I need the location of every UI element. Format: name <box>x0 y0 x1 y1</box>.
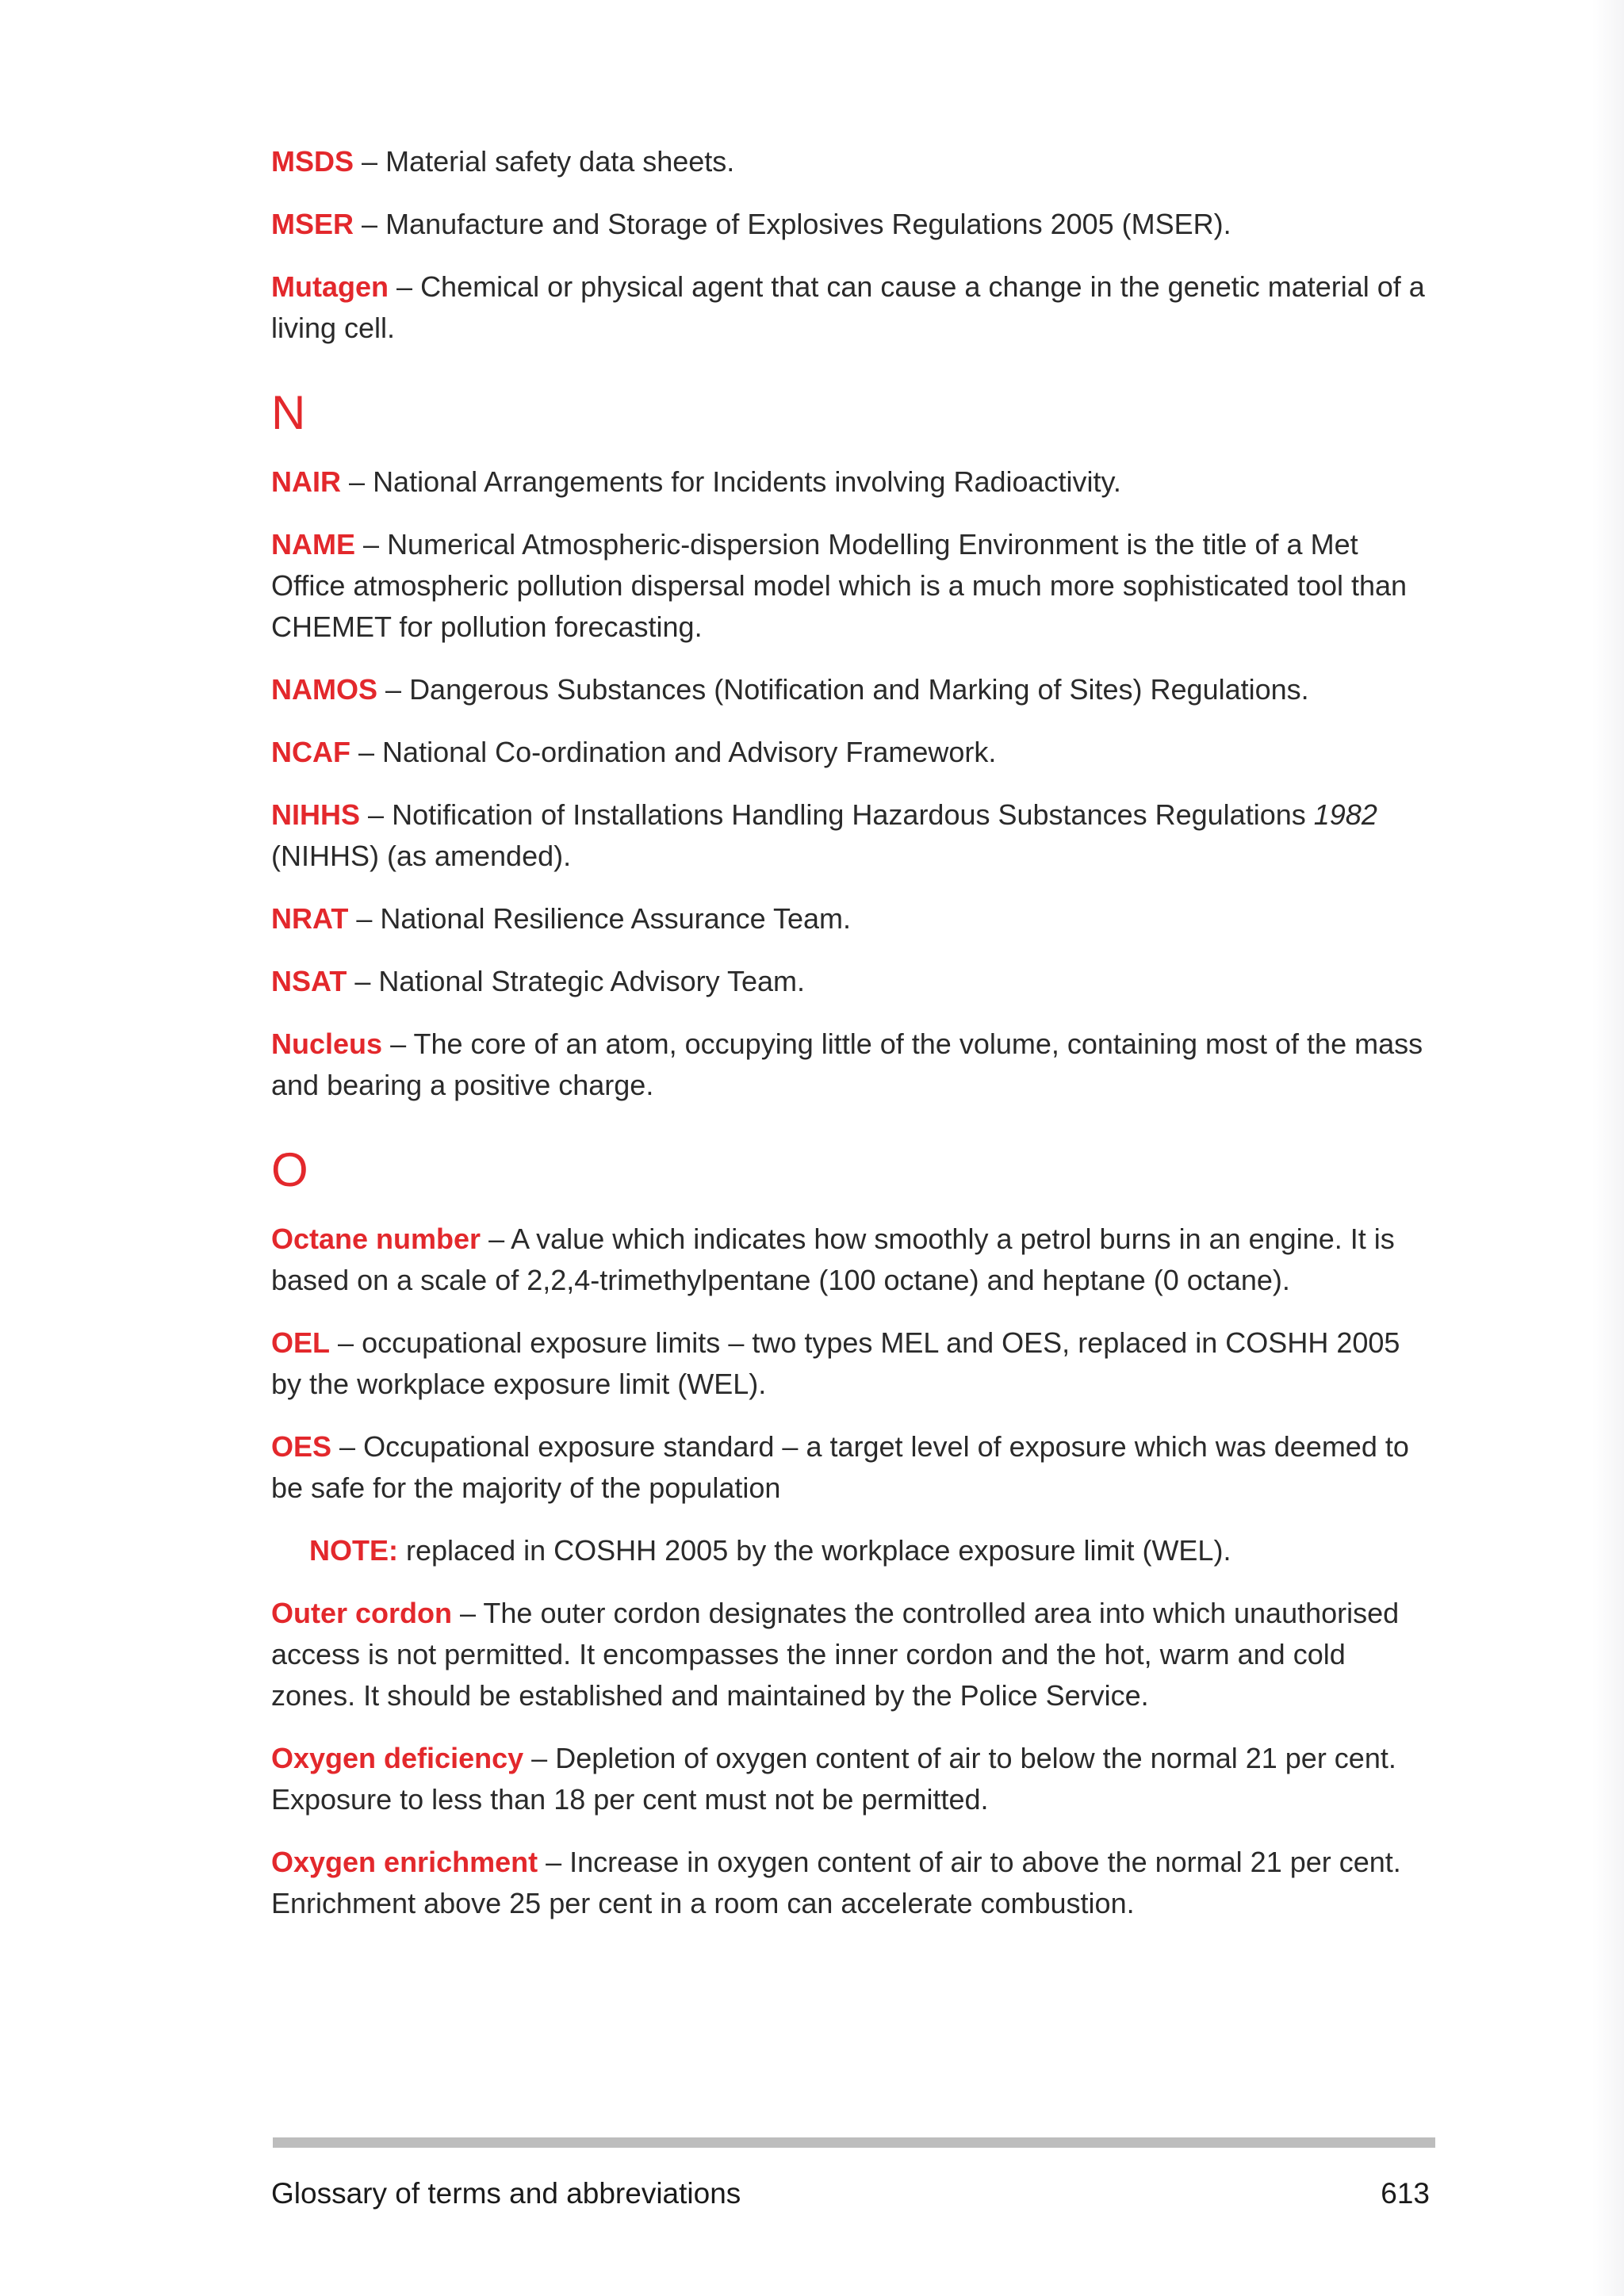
glossary-term: NIHHS <box>271 798 361 831</box>
glossary-content <box>271 141 1437 1946</box>
glossary-term: OES <box>271 1430 332 1463</box>
glossary-definition: The core of an atom, occupying little of the volume, containing most of the mass and bearing a positive charge. <box>271 1027 1423 1101</box>
glossary-definition-italic: 1982 <box>1313 798 1377 831</box>
glossary-term: NAIR <box>271 465 341 498</box>
glossary-entry-octane-number: Octane number – A value which indicates how smoothly a petrol burns in an engine. It is based on a scale of 2,2,4-trimethylpentane (100 octane) and heptane (0 octane). <box>271 1223 1395 1296</box>
glossary-term: NSAT <box>271 965 347 997</box>
glossary-definition: Depletion of oxygen content of air to below the normal 21 per cent. Exposure to less than 18 per cent must not be permitted. <box>271 1742 1396 1816</box>
note-label: NOTE: <box>309 1534 398 1567</box>
glossary-term: NAMOS <box>271 673 377 706</box>
glossary-entry-oxygen-deficiency: Oxygen deficiency – Depletion of oxygen content of air to below the normal 21 per cent. Exposure to less than 18 per cent must not be permitted. <box>271 1742 1396 1816</box>
glossary-term: OEL <box>271 1326 331 1359</box>
glossary-term: NCAF <box>271 736 350 768</box>
page-edge-shadow <box>1592 0 1624 2296</box>
glossary-definition: Manufacture and Storage of Explosives Regulations 2005 (MSER). <box>385 208 1231 240</box>
page-number: 613 <box>1381 2177 1430 2210</box>
section-heading-n: N <box>271 386 306 439</box>
glossary-term: Octane number <box>271 1223 481 1255</box>
glossary-entry-nihhs: NIHHS – Notification of Installations Handling Hazardous Substances Regulations 1982 (NIHHS) (as amended). <box>271 798 1377 872</box>
glossary-term: NRAT <box>271 902 349 935</box>
glossary-definition: National Strategic Advisory Team. <box>378 965 805 997</box>
glossary-entry-name: NAME – Numerical Atmospheric-dispersion Modelling Environment is the title of a Met Office atmospheric pollution dispersal model which is a much more sophisticated tool than CHEMET for pollution forecasting. <box>271 528 1408 643</box>
glossary-definition: A value which indicates how smoothly a petrol burns in an engine. It is based on a scale of 2,2,4-trimethylpentane (100 octane) and heptane (0 octane). <box>271 1223 1395 1296</box>
footer-title: Glossary of terms and abbreviations <box>271 2177 741 2210</box>
glossary-term: Oxygen deficiency <box>271 1742 524 1774</box>
glossary-entry-oel: OEL – occupational exposure limits – two types MEL and OES, replaced in COSHH 2005 by the workplace exposure limit (WEL). <box>271 1326 1400 1400</box>
glossary-term: Oxygen enrichment <box>271 1846 538 1878</box>
glossary-definition: National Arrangements for Incidents involving Radioactivity. <box>373 465 1121 498</box>
glossary-definition: Dangerous Substances (Notification and Marking of Sites) Regulations. <box>409 673 1309 706</box>
glossary-term: MSER <box>271 208 354 240</box>
glossary-definition: National Resilience Assurance Team. <box>380 902 852 935</box>
glossary-entry-mutagen: Mutagen – Chemical or physical agent that can cause a change in the genetic material of a living cell. <box>271 270 1425 344</box>
glossary-definition: Chemical or physical agent that can cause a change in the genetic material of a living cell. <box>271 270 1425 344</box>
glossary-definition: Numerical Atmospheric-dispersion Modelling Environment is the title of a Met Office atmospheric pollution dispersal model which is a much more sophisticated tool than CHEMET for pollution forecasting. <box>271 528 1408 643</box>
section-heading-o: O <box>271 1143 308 1196</box>
glossary-entry-nsat: NSAT – National Strategic Advisory Team. <box>271 965 805 997</box>
glossary-definition: Notification of Installations Handling Hazardous Substances Regulations <box>392 798 1306 831</box>
glossary-entry-ncaf: NCAF – National Co-ordination and Advisory Framework. <box>271 736 997 768</box>
glossary-entry-namos: NAMOS – Dangerous Substances (Notification and Marking of Sites) Regulations. <box>271 673 1309 706</box>
glossary-entry-outer-cordon: Outer cordon – The outer cordon designates the controlled area into which unauthorised access is not permitted. It encompasses the inner cordon and the hot, warm and cold zones. It should be established and maintained by the Police Service. <box>271 1597 1400 1712</box>
glossary-definition-end: (NIHHS) (as amended). <box>271 840 572 872</box>
glossary-entry-nair: NAIR – National Arrangements for Incidents involving Radioactivity. <box>271 465 1121 498</box>
glossary-entry-mser: MSER – Manufacture and Storage of Explosives Regulations 2005 (MSER). <box>271 208 1231 240</box>
glossary-term: Nucleus <box>271 1027 383 1060</box>
note-text: replaced in COSHH 2005 by the workplace exposure limit (WEL). <box>406 1534 1231 1567</box>
footer-rule <box>273 2137 1435 2148</box>
glossary-definition: The outer cordon designates the controlled area into which unauthorised access is not permitted. It encompasses the inner cordon and the hot, warm and cold zones. It should be established and maintained by the Police Service. <box>271 1597 1400 1712</box>
glossary-term: Outer cordon <box>271 1597 453 1629</box>
glossary-definition: occupational exposure limits – two types MEL and OES, replaced in COSHH 2005 by the workplace exposure limit (WEL). <box>271 1326 1400 1400</box>
glossary-entry-oxygen-enrichment: Oxygen enrichment – Increase in oxygen content of air to above the normal 21 per cent. Enrichment above 25 per cent in a room can accelerate combustion. <box>271 1846 1401 1919</box>
glossary-term: Mutagen <box>271 270 389 303</box>
glossary-term: NAME <box>271 528 355 561</box>
glossary-entry-nucleus: Nucleus – The core of an atom, occupying little of the volume, containing most of the mass and bearing a positive charge. <box>271 1027 1423 1101</box>
glossary-entry-msds: MSDS – Material safety data sheets. <box>271 145 735 178</box>
glossary-definition: Increase in oxygen content of air to above the normal 21 per cent. Enrichment above 25 per cent in a room can accelerate combustion. <box>271 1846 1401 1919</box>
glossary-term: MSDS <box>271 145 354 178</box>
glossary-definition: Occupational exposure standard – a target level of exposure which was deemed to be safe for the majority of the population <box>271 1430 1409 1504</box>
glossary-definition: National Co-ordination and Advisory Framework. <box>382 736 997 768</box>
glossary-note <box>271 1530 1437 1571</box>
glossary-definition: Material safety data sheets. <box>385 145 735 178</box>
glossary-entry-nrat: NRAT – National Resilience Assurance Team. <box>271 902 852 935</box>
glossary-entry-oes: OES – Occupational exposure standard – a target level of exposure which was deemed to be safe for the majority of the population <box>271 1430 1409 1504</box>
